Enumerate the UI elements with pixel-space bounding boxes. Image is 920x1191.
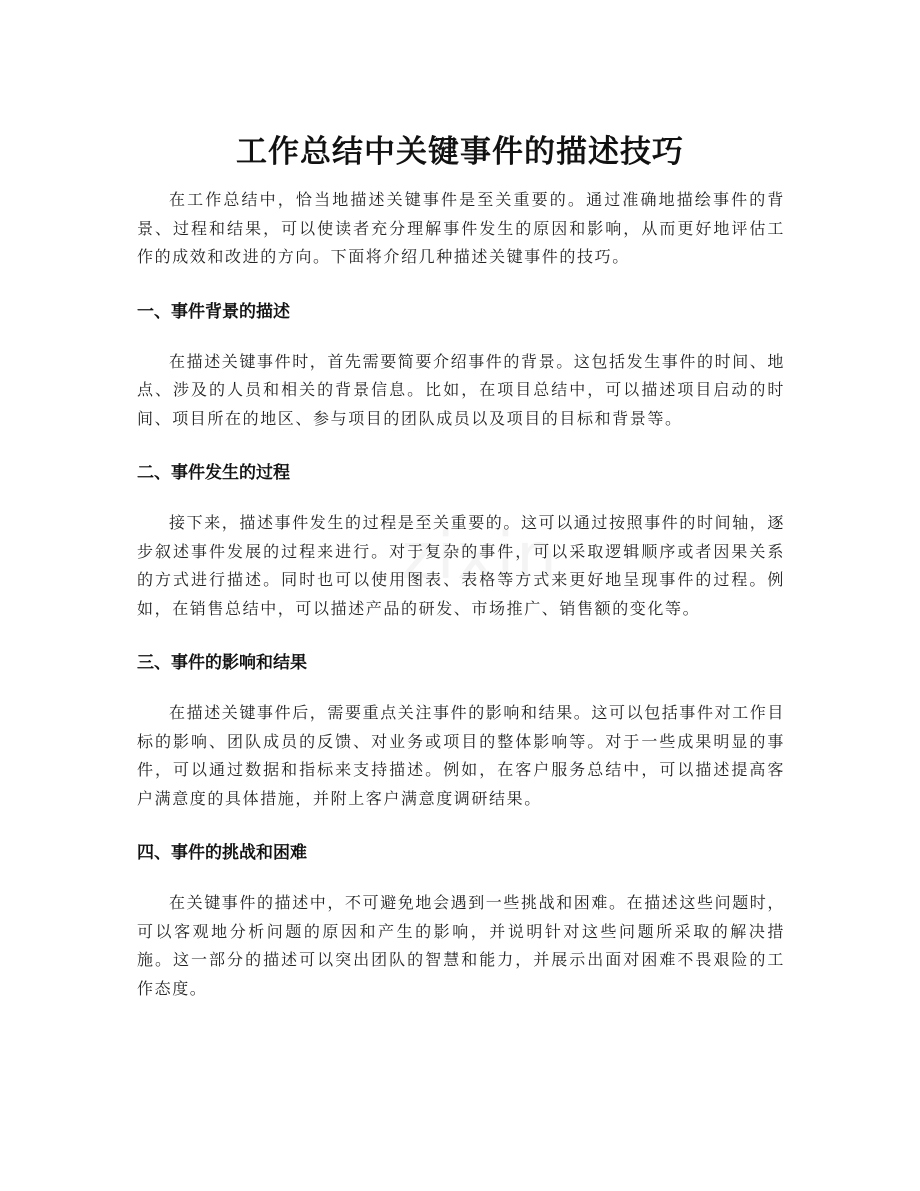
intro-paragraph: 在工作总结中，恰当地描述关键事件是至关重要的。通过准确地描绘事件的背景、过程和结果，可以使读者充分理解事件发生的原因和影响，从而更好地评估工作的成效和改进的方向。下面将介绍几种描述关键事件的技巧。 <box>137 190 785 266</box>
section-body-challenges: 在关键事件的描述中，不可避免地会遇到一些挑战和困难。在描述这些问题时，可以客观地分析问题的原因和产生的影响，并说明针对这些问题所采取的解决措施。这一部分的描述可以突出团队的智慧和能力，并展示出面对困难不畏艰险的工作态度。 <box>137 893 786 998</box>
page-title: 工作总结中关键事件的描述技巧 <box>236 133 684 170</box>
section-body-background: 在描述关键事件时，首先需要简要介绍事件的背景。这包括发生事件的时间、地点、涉及的人员和相关的背景信息。比如，在项目总结中，可以描述项目启动的时间、项目所在的地区、参与项目的团队成员以及项目的目标和背景等。 <box>137 351 786 428</box>
document-body <box>137 186 785 1029</box>
section-heading-process: 二、事件发生的过程 <box>137 463 290 483</box>
section-heading-impact: 三、事件的影响和结果 <box>137 653 307 673</box>
section-body-process: 接下来，描述事件发生的过程是至关重要的。这可以通过按照事件的时间轴，逐步叙述事件发展的过程来进行。对于复杂的事件，可以采取逻辑顺序或者因果关系的方式进行描述。同时也可以使用图表、表格等方式来更好地呈现事件的过程。例如，在销售总结中，可以描述产品的研发、市场推广、销售额的变化等。 <box>137 513 786 618</box>
section-heading-background: 一、事件背景的描述 <box>137 301 290 322</box>
section-body-impact: 在描述关键事件后，需要重点关注事件的影响和结果。这可以包括事件对工作目标的影响、团队成员的反馈、对业务或项目的整体影响等。对于一些成果明显的事件，可以通过数据和指标来支持描述。例如，在客户服务总结中，可以描述提高客户满意度的具体措施，并附上客户满意度调研结果。 <box>137 703 786 808</box>
section-heading-challenges: 四、事件的挑战和困难 <box>137 843 307 863</box>
